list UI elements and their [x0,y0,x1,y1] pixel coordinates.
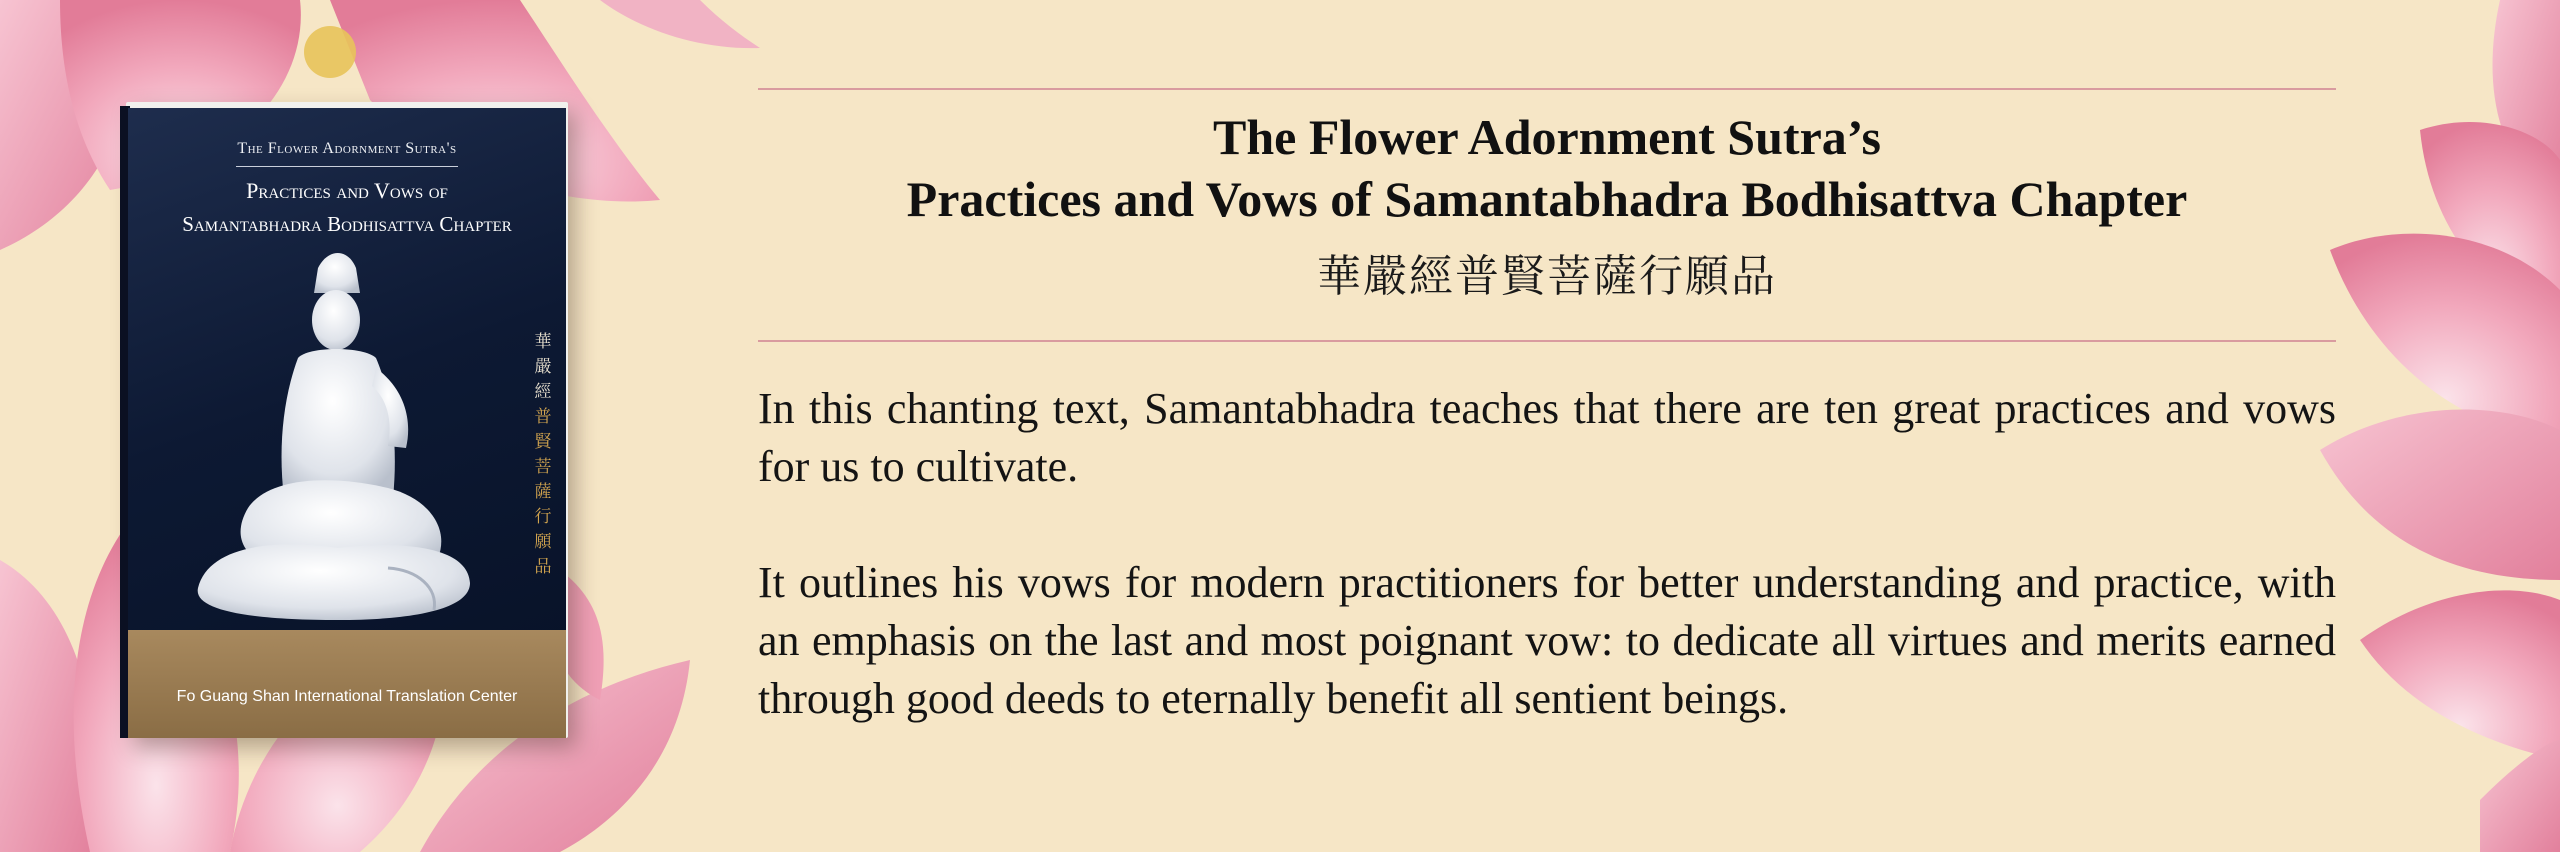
description-paragraph-2: It outlines his vows for modern practitioners for better understanding and practice, with an emphasis on the last and most poignant vow: to dedicate all virtues and merits earned through good deeds to eternally benefit all sentient beings. [758,558,2336,723]
bodhisattva-statue-image [188,248,478,628]
middle-divider [758,340,2336,342]
cover-chinese-title [530,330,556,580]
title-heading [758,106,2336,230]
title-chinese: 華嚴經普賢菩薩行願品 [1317,251,1777,302]
book-cover-image [120,98,570,738]
cover-chinese-gold: 普 賢 菩 薩 行 願 品 [534,407,552,577]
cover-divider [236,166,458,167]
description-paragraph-1: In this chanting text, Samantabhadra teaches that there are ten great practices and vows for us to cultivate. [758,384,2336,491]
cover-publisher: Fo Guang Shan International Translation Center [176,688,518,705]
cover-title-line2: Samantabhadra Bodhisattva Chapter [182,212,512,236]
cover-small-title: The Flower Adornment Sutra's [237,140,457,157]
cover-chinese-white: 華 嚴 經 [534,332,552,402]
title-line2: Practices and Vows of Samantabhadra Bodhisattva Chapter [906,171,2188,227]
top-divider [758,88,2336,90]
cover-bottom-band [128,630,566,738]
cover-title-line1: Practices and Vows of [246,178,448,203]
book-front-cover [128,108,566,738]
title-line1: The Flower Adornment Sutra’s [1212,109,1882,165]
